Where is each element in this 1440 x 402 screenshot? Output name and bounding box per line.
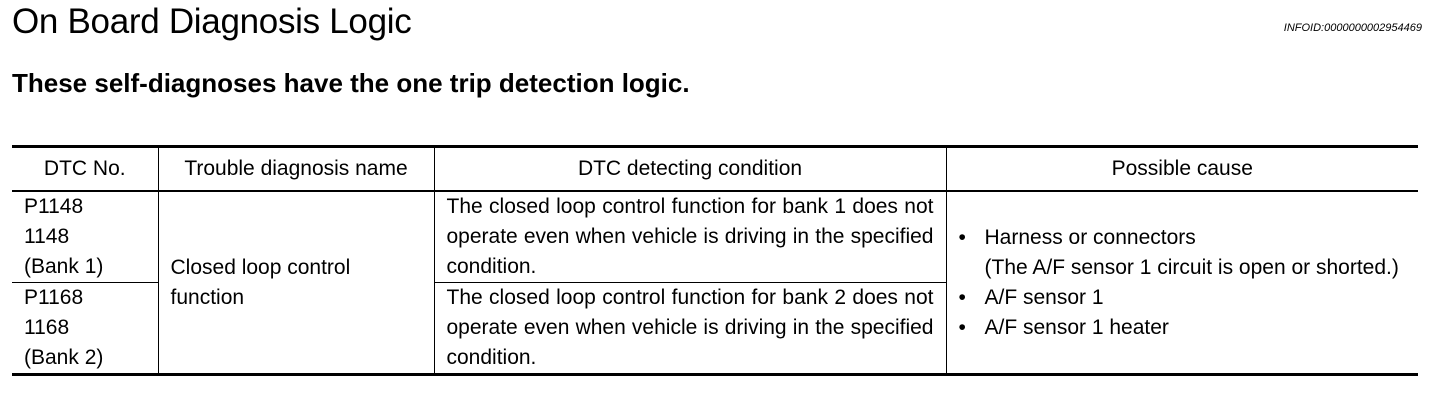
cause-subtext: (The A/F sensor 1 circuit is open or shorted.) [984,255,1399,279]
dtc-number: 1168 [24,316,70,339]
list-item [959,283,1407,313]
dtc-table [12,145,1418,376]
dtc-code-cell [12,283,158,375]
dtc-code: P1148 [24,195,84,218]
cause-text: A/F sensor 1 heater [984,315,1169,339]
detecting-condition-cell: The closed loop control function for bank 1 does not operate even when vehicle is driving in the specified condition. [434,191,946,283]
dtc-code: P1168 [24,286,84,309]
bullet-icon: • [958,225,966,249]
possible-cause-cell [946,191,1418,375]
diagnosis-name-cell: Closed loop control function [158,191,434,375]
info-id: INFOID:0000000002954469 [1283,22,1422,34]
list-item [959,313,1407,343]
cause-text: Harness or connectors [984,225,1196,249]
table-row [12,191,1418,283]
dtc-bank: (Bank 1) [24,255,104,278]
column-header-possible-cause: Possible cause [946,147,1418,192]
cause-list [959,223,1407,343]
bullet-icon: • [958,315,966,339]
column-header-dtc-no: DTC No. [12,147,158,192]
dtc-bank: (Bank 2) [24,346,104,369]
bullet-icon: • [958,285,966,309]
dtc-number: 1148 [24,225,70,248]
column-header-detecting-condition: DTC detecting condition [434,147,946,192]
section-subtitle: These self-diagnoses have the one trip detection logic. [12,68,690,98]
column-header-diagnosis-name: Trouble diagnosis name [158,147,434,192]
list-item [959,223,1407,283]
dtc-code-cell [12,191,158,283]
page-title: On Board Diagnosis Logic [12,2,412,41]
detecting-condition-cell: The closed loop control function for bank 2 does not operate even when vehicle is driving in the specified condition. [434,283,946,375]
table-header-row [12,147,1418,192]
cause-text: A/F sensor 1 [984,285,1104,309]
